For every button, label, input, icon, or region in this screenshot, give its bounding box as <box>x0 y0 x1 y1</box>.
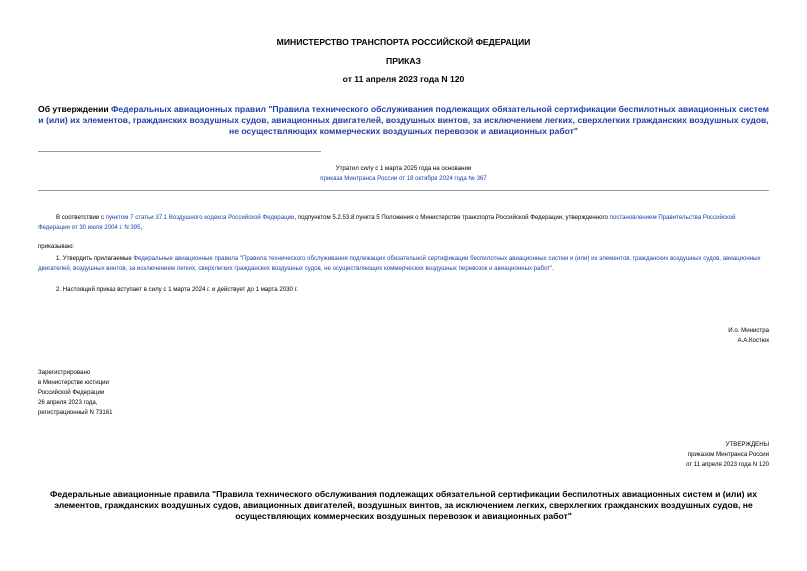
rules-title: Федеральные авиационные правила "Правила технического обслуживания подлежащих обязательной сертификации беспилотных авиационных систем и (или) их элементов, гражданских воздушных судов, авиационных двигателей, воздушных винтов, за исключением легких, сверхлегких гражданских воздушных судов, не осуществляющих коммерческих воздушных перевозок и авиационных работ" <box>50 489 757 521</box>
registration-line: в Министерстве юстиции <box>38 379 109 386</box>
item-text: . <box>552 264 554 272</box>
divider <box>38 151 321 152</box>
registration-line: Российской Федерации <box>38 389 105 396</box>
document-title <box>38 104 769 137</box>
approval-line: приказом Минтранса России <box>687 451 769 458</box>
registration-line: Зарегистрировано <box>38 369 91 376</box>
registration-line: 26 апреля 2023 года, <box>38 399 98 406</box>
preamble-text: , подпунктом 5.2.53.8 пункта 5 Положения о Министерстве транспорта Российской Федерации, утвержденного <box>294 214 610 221</box>
approval-line: от 11 апреля 2023 года N 120 <box>685 461 769 468</box>
status-note-line1: Утратил силу с 1 марта 2025 года на основании <box>335 165 472 172</box>
order-word: приказываю: <box>38 243 75 250</box>
air-code-link[interactable]: пунктом 7 статьи 37.1 Воздушного кодекса Российской Федерации <box>105 214 295 221</box>
document-date: от 11 апреля 2023 года N 120 <box>342 74 465 84</box>
order-item-2: 2. Настоящий приказ вступает в силу с 1 марта 2024 г. и действует до 1 марта 2030 г. <box>56 286 298 293</box>
order-item-1 <box>38 254 769 273</box>
status-note-link[interactable]: приказа Минтранса России от 18 октября 2024 года № 367 <box>320 175 487 182</box>
title-prefix: Об утверждении <box>38 104 112 114</box>
divider <box>38 190 769 191</box>
preamble-text: , <box>140 223 143 231</box>
rules-link[interactable]: Федеральные авиационные правила "Правила технического обслуживания подлежащих обязательной сертификации беспилотных авиационных систем и (или) их элементов, гражданских воздушных судов, авиационных двигателей, воздушных винтов, за исключением легких, сверхлегких гражданских воздушных судов, не осуществляющих коммерческих воздушных перевозок и авиационных работ" <box>38 255 761 272</box>
document-type: ПРИКАЗ <box>386 56 421 66</box>
approval-line: УТВЕРЖДЕНЫ <box>725 441 769 448</box>
title-link[interactable]: Федеральных авиационных правил "Правила технического обслуживания подлежащих обязательной сертификации беспилотных авиационных систем и (или) их элементов, гражданских воздушных судов, авиационных двигателей, воздушных винтов, за исключением легких, сверхлегких гражданских воздушных судов, не осуществляющих коммерческих воздушных перевозок и авиационных работ" <box>38 104 769 136</box>
signer-name: А.А.Костюк <box>737 337 769 344</box>
preamble-text: В соответствии с <box>56 214 106 221</box>
item-text: 1. Утвердить прилагаемые <box>56 255 134 262</box>
registration-line: регистрационный N 73161 <box>38 409 113 416</box>
ministry-name: МИНИСТЕРСТВО ТРАНСПОРТА РОССИЙСКОЙ ФЕДЕРАЦИИ <box>276 37 531 47</box>
signer-position: И.о. Министра <box>728 327 769 334</box>
preamble-paragraph <box>38 213 769 232</box>
government-decree-link[interactable]: постановлением Правительства Российской Федерации от 30 июля 2004 г. N 395 <box>38 214 736 231</box>
